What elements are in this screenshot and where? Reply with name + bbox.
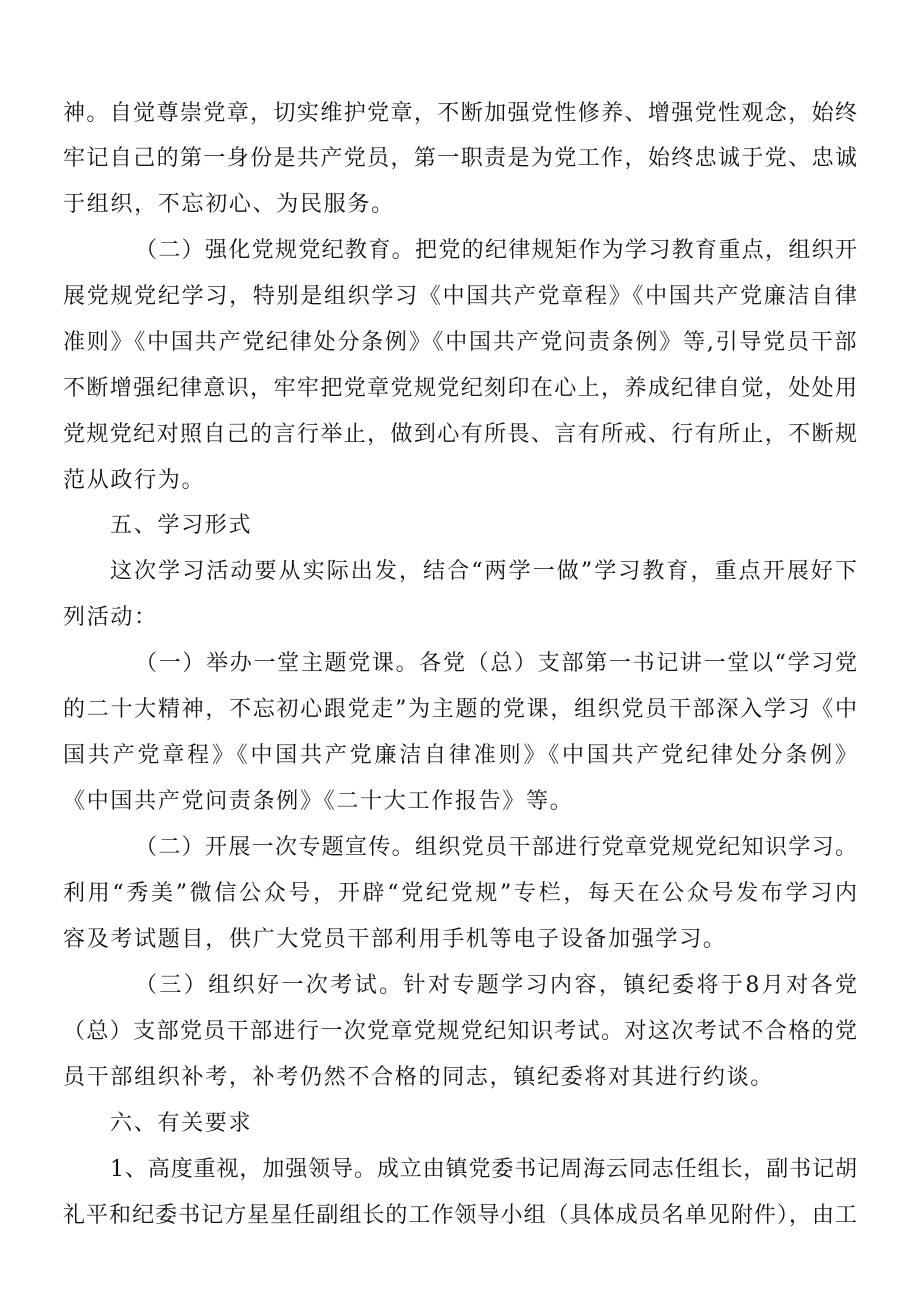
text-line: 列活动：	[63, 605, 158, 630]
text-line: 《中国共产党问责条例》《二十大工作报告》等。	[63, 789, 574, 814]
text-line: 礼平和纪委书记方星星任副组长的工作领导小组（具体成员名单见附件），由工	[63, 1203, 857, 1228]
text-line: 1、高度重视，加强领导。成立由镇党委书记周海云同志任组长，副书记胡	[110, 1157, 857, 1182]
text-line: 展党规党纪学习，特别是组织学习《中国共产党章程》《中国共产党廉洁自律	[63, 284, 857, 309]
text-line: （二）强化党规党纪教育。把党的纪律规矩作为学习教育重点，组织开	[135, 238, 857, 263]
text-line: 不断增强纪律意识，牢牢把党章党规党纪刻印在心上，养成纪律自觉，处处用	[63, 376, 857, 401]
text-line: 国共产党章程》《中国共产党廉洁自律准则》《中国共产党纪律处分条例》	[63, 743, 857, 768]
text-line: （三）组织好一次考试。针对专题学习内容，镇纪委将于8月对各党	[135, 973, 857, 998]
section-heading: 六、有关要求	[110, 1111, 253, 1136]
text-line: 党规党纪对照自己的言行举止，做到心有所畏、言有所戒、行有所止，不断规	[63, 422, 857, 447]
text-line: 神。自觉尊崇党章，切实维护党章，不断加强党性修养、增强党性观念，始终	[63, 101, 857, 126]
text-line: 容及考试题目，供广大党员干部利用手机等电子设备加强学习。	[63, 927, 727, 952]
text-line: 范从政行为。	[63, 468, 206, 493]
text-line: （一）举办一堂主题党课。各党（总）支部第一书记讲一堂以“学习党	[135, 651, 857, 676]
text-line: 牢记自己的第一身份是共产党员，第一职责是为党工作，始终忠诚于党、忠诚	[63, 146, 857, 171]
text-line: 这次学习活动要从实际出发，结合“两学一做”学习教育，重点开展好下	[110, 559, 857, 584]
text-line: 利用“秀美”微信公众号，开辟“党纪党规”专栏，每天在公众号发布学习内	[63, 881, 857, 906]
text-line: 员干部组织补考，补考仍然不合格的同志，镇纪委将对其进行约谈。	[63, 1065, 775, 1090]
section-heading: 五、学习形式	[110, 513, 253, 538]
text-line: 的二十大精神，不忘初心跟党走”为主题的党课，组织党员干部深入学习《中	[63, 697, 857, 722]
text-line: 于组织，不忘初心、为民服务。	[63, 192, 395, 217]
text-line: （总）支部党员干部进行一次党章党规党纪知识考试。对这次考试不合格的党	[63, 1019, 857, 1044]
text-line: （二）开展一次专题宣传。组织党员干部进行党章党规党纪知识学习。	[135, 835, 857, 860]
text-line: 准则》《中国共产党纪律处分条例》《中国共产党问责条例》等,引导党员干部	[63, 330, 857, 355]
